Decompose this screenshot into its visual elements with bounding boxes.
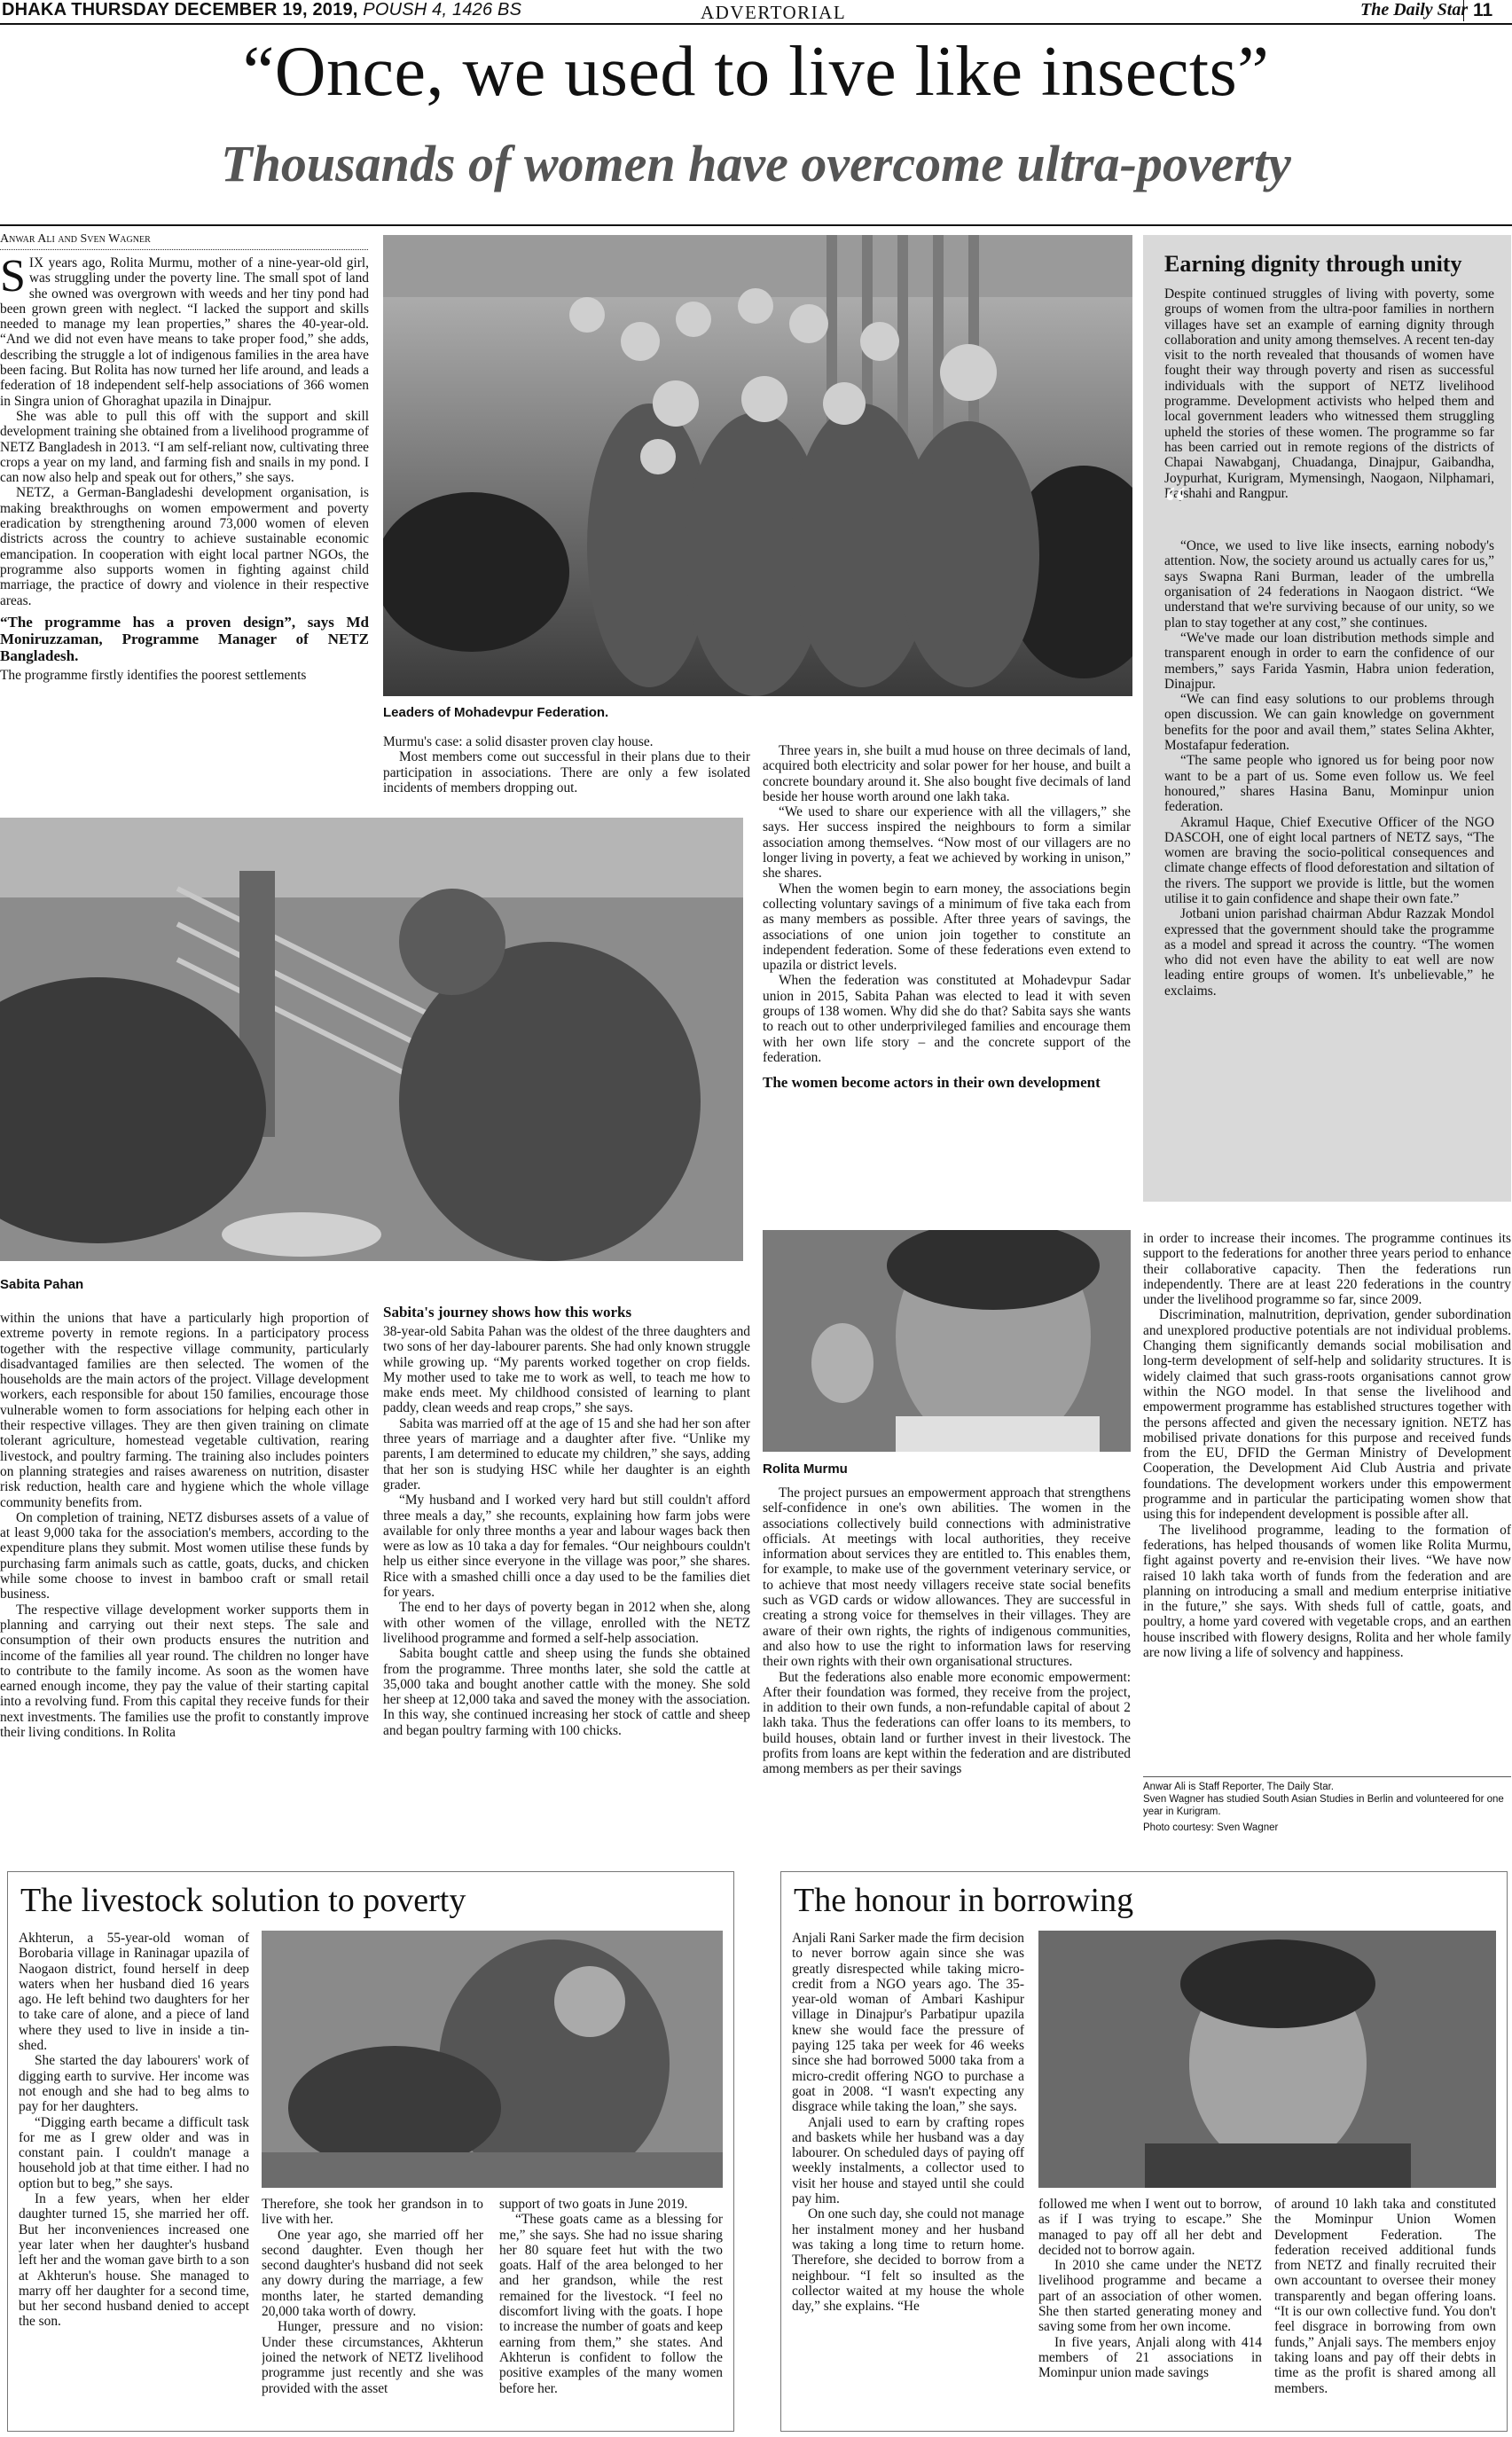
article-paragraph: On completion of training, NETZ disburses assets of a value of at least 9,000 taka for the association's members, according to the expenditure plans they submit. Most women utilise these funds by purchasing farm animals such as cattle, goats, ducks, and chicken while some choose to invest in bamboo craft or small retail business. — [0, 1509, 369, 1602]
divider — [1143, 1776, 1511, 1777]
box-paragraph: On one such day, she could not manage her instalment money and her husband was taking a long time to return home. Therefore, she decided to borrow from a neighbour. “I felt so insulted as the collector waited at my house the whole day,” she explains. “He — [792, 2206, 1024, 2315]
article-paragraph: But the federations also enable more economic empowerment: After their foundation was formed, they receive from the project, in addition to their own funds, a non-refundable capital of about 2 lakh taka. Thus the federations can offer loans to its members, to build houses, obtain land or further invest in their livestock. The profits from loans are kept within the federation and are distributed among members as per their savings — [763, 1669, 1131, 1777]
article-paragraph: The end to her days of poverty began in 2012 when she, along with other women of the village, enrolled with the NETZ livelihood programme and formed a self-help association. — [383, 1600, 750, 1646]
article-paragraph: Discrimination, malnutrition, deprivation, gender subordination and unexplored productive potentials are not individual problems. Changing them significantly demands social mobilisation and long-term development of self-help and solidarity structures. It is widely claimed that such grass-roots organisations cannot grow within the NGO model. In that sense the livelihood and empowerment programme has established structures together with the persons affected and given the necessary ignition. NETZ has mobilised private donations for this purpose and received funds from the EU, DFID the German Ministry of Development Cooperation, the Development Aid Club Austria and private foundations. The development workers under this empowerment programme and in particular the participating women show that using this for independent development is possible after all. — [1143, 1307, 1511, 1523]
article-paragraph: “We used to share our experience with all the villagers,” she says. Her success inspired the neighbours to form a similar association among themselves. “Now most of our villagers are no longer living in poverty, a feat we achieved by working in unison,” she shares. — [763, 804, 1131, 882]
article-column — [763, 743, 1131, 1195]
article-column — [383, 1304, 750, 1845]
sabita-pahan-photo — [0, 818, 743, 1261]
article-paragraph: Murmu's case: a solid disaster proven clay house. — [383, 734, 654, 749]
box-column — [1274, 2197, 1496, 2424]
credit-line: Anwar Ali is Staff Reporter, The Daily Star. — [1143, 1782, 1334, 1792]
box-column — [792, 1931, 1024, 2424]
divider — [0, 224, 1512, 226]
box-paragraph: of around 10 lakh taka and constituted the Mominpur Union Women Development Federation. The federation received additional funds from NETZ and finally recruited their own accountant to oversee their money transparently and began offering loans. “It is our own collective fund. You don't feel disgrace in borrowing from own funds,” Anjali says. The members enjoy taking loans and pay off their debts in time as the profit is shared among all members. — [1274, 2197, 1496, 2396]
article-column — [383, 734, 750, 805]
dropcap: S — [0, 255, 26, 302]
honour-box — [780, 1871, 1508, 2432]
box-title: The livestock solution to poverty — [20, 1882, 466, 1919]
box-paragraph: Anjali used to earn by crafting ropes and baskets while her husband was a day labourer. On scheduled days of paying off weekly instalments, a collector used to visit her house and stayed until she could pay him. — [792, 2114, 1024, 2207]
page-number: 11 — [1463, 0, 1492, 21]
sidebar-paragraph: “Once, we used to live like insects, earning nobody's attention. Now, the society around us actually cares for us,” says Swapna Rani Burman, leader of the umbrella organisation of 24 federations in Naogaon district. “We understand that we're surviving because of our unity, so we plan to stay together at any cost,” she continues. — [1164, 538, 1494, 631]
box-column — [262, 2197, 483, 2424]
intro-paragraph: NETZ, a German-Bangladeshi development organisation, is making breakthroughs on women empowerment and poverty eradication by strengthening around 73,000 women of eleven districts across the country to achieve sustainable economic emancipation. In cooperation with eight local partner NGOs, the programme also supports women in fighting against child marriage, the practice of dowry and violence in their respective areas. — [0, 485, 369, 608]
intro-paragraph: IX years ago, Rolita Murmu, mother of a nine-year-old girl, was struggling under the poverty line. The small spot of land she owned was overgrown with weeds and her tiny pond had been grown green with neglect. “I lacked the support and skills needed to manage my lean properties,” shares the 40-year-old. “And we did not even have means to take proper food,” she adds, describing the struggle a lot of indigenous families in the area have been facing. But Rolita has now turned her life around, and leads a federation of 18 independent self-help associations of 366 women in Singra union of Ghoraghat upazila in Dinajpur. — [0, 255, 369, 409]
box-paragraph: “These goats came as a blessing for me,” she says. She had no issue sharing her 80 square feet hut with the two goats. Half of the area belonged to her and her grandson, while the rest remained for the livestock. “I feel no discomfort living with the goats. I hope to increase the number of goats and keep earning from them,” she states. And Akhterun is confident to follow the positive examples of the many women before her. — [499, 2212, 723, 2396]
federation-group-photo — [383, 235, 1132, 696]
sidebar-paragraph: Despite continued struggles of living with poverty, some groups of women from the ultra-poor families in northern villages have set an example of earning dignity through collaboration and unity among themselves. A recent ten-day visit to the north revealed that thousands of women have fought their way through poverty and risen as successful individuals with the support of NETZ livelihood programme. Development activists who helped them and local government leaders who witnessed them struggling upheld the stories of these women. The programme so far has been carried out in remote regions of the districts of Chapai Nawabganj, Chuadanga, Dinajpur, Gaibandha, Joypurhat, Kurigram, Mymensingh, Naogaon, Nilphamari, Rajshahi and Rangpur. — [1164, 286, 1494, 501]
box-paragraph: She started the day labourers' work of digging earth to survive. Her income was not enough and she had to beg alms to pay for her daughters. — [19, 2053, 249, 2115]
article-paragraph: When the federation was constituted at Mohadevpur Sadar union in 2015, Sabita Pahan was elected to lead it with seven groups of 138 women. Why did she do that? Sabita says she wants to reach out to other underprivileged families and encourage them with her own life story – and the concrete support of the federation. — [763, 973, 1131, 1065]
box-paragraph: One year ago, she married off her second daughter. Even though her second daughter's husband did not seek any dowry during the marriage, a few months later, he started demanding 20,000 taka worth of dowry. — [262, 2227, 483, 2320]
sidebar-box — [1143, 235, 1511, 1202]
intro-paragraph: She was able to pull this off with the support and skill development training she obtained from a livelihood programme of NETZ Bangladesh in 2013. “I am self-reliant now, cultivating three crops a year on my land, and farming fish and snails in my pond. I can now also help and speak out for others,” she says. — [0, 408, 369, 486]
box-title: The honour in borrowing — [794, 1882, 1134, 1919]
livestock-box — [7, 1871, 734, 2432]
box-paragraph: Anjali Rani Sarker made the firm decision to never borrow again since she was greatly disrespected while taking micro-credit from a NGO years ago. The 35-year-old woman of Ambari Kashipur village in Dinajpur's Parbatipur upazila knew she would face the pressure of paying 125 taka per week for 46 weeks since she had borrowed 5000 taka from a micro-credit offering NGO to purchase a goat in 2008. “I wasn't expecting any disgrace while taking the loan,” she says. — [792, 1931, 1024, 2115]
article-subhead: Sabita's journey shows how this works — [383, 1304, 632, 1320]
box-paragraph: Therefore, she took her grandson in to live with her. — [262, 2197, 483, 2228]
box-paragraph: Akhterun, a 55-year-old woman of Borobaria village in Raninagar upazila of Naogaon district, found herself in deep waters when her husband died 16 years ago. He left behind two daughters for her to take care of alone, and a piece of land where they used to live in inside a tin-shed. — [19, 1931, 249, 2054]
box-paragraph: followed me when I went out to borrow, as if I was trying to escape.” She managed to pay off all her debt and decided not to borrow again. — [1038, 2197, 1262, 2258]
article-paragraph: Three years in, she built a mud house on three decimals of land, acquired both electricity and solar power for her house, and built a concrete boundary around it. She also bought five decimals of land beside her house worth around one lakh taka. — [763, 743, 1131, 804]
box-paragraph: Hunger, pressure and no vision: Under these circumstances, Akhterun joined the network of NETZ livelihood programme just recently and she was provided with the asset — [262, 2319, 483, 2396]
sidebar-paragraph: “We can find easy solutions to our problems through open discussion. We can gain knowledge on government benefits for the poor and avail them,” states Selina Akhter, Mostafapur federation. — [1164, 692, 1494, 754]
masthead — [0, 0, 1512, 25]
box-column — [1038, 2197, 1262, 2424]
author-credits — [1143, 1781, 1511, 1834]
sidebar-body — [1164, 286, 1494, 1191]
quote-mark-icon: “ — [1164, 477, 1187, 533]
intro-subhead: “The programme has a proven design”, says Md Moniruzzaman, Programme Manager of NETZ Bangladesh. — [0, 613, 369, 664]
sidebar-paragraph: “We've made our loan distribution methods simple and transparent enough in order to earn the confidence of our members,” says Farida Yasmin, Habra union federation, Dinajpur. — [1164, 630, 1494, 692]
box-paragraph: support of two goats in June 2019. — [499, 2197, 688, 2212]
article-paragraph: “My husband and I worked very hard but still couldn't afford three meals a day,” she recounts, explaining how farm jobs were available for only three months a year and labour wages back then were as low as 10 taka a day for females. “Our neighbours couldn't help us either since everyone in the village was poor,” she shares. Rice with a smashed chilli once a day used to be the families diet for years. — [383, 1493, 750, 1601]
headline: “Once, we used to live like insects” — [242, 33, 1270, 111]
article-subhead: The women become actors in their own development — [763, 1074, 1101, 1092]
akhterun-goat-photo — [262, 1931, 723, 2188]
article-paragraph: The project pursues an empowerment approach that strengthens self-confidence in one's own abilities. The women in the associations collectively build connections with administrative officials. At meetings with local authorities, they receive information about services they are entitled to. This enables them, for example, to make use of the government veterinary service, or to achieve that most needy villagers receive state social benefits such as VGD cards or widow allowances. They are successful in creating a strong voice for themselves in their villages. They are aware of their own rights, the rights of indigenous communities, and also how to use the right to information laws for reserving their own rights with their own organisational structures. — [763, 1485, 1131, 1670]
box-column — [499, 2197, 723, 2424]
dateline: DHAKA THURSDAY DECEMBER 19, 2019, POUSH 4, 1426 BS — [2, 0, 522, 20]
article-column — [1143, 1231, 1511, 1772]
rolita-murmu-photo — [763, 1230, 1131, 1452]
article-paragraph: Sabita was married off at the age of 15 and she had her son after three years of marriage and a daughter after five. “Unlike my parents, I am determined to educate my children,” she says, adding that her son is studying HSC while her daughter is an eighth grader. — [383, 1415, 750, 1493]
intro-paragraph: The programme firstly identifies the poorest settlements — [0, 667, 307, 683]
article-paragraph: within the unions that have a particularly high proportion of extreme poverty in remote regions. In a participatory process together with the respective village community, particularly disadvantaged families are then selected. The women of the households are the main actors of the project. Village development workers, each responsible for about 150 families, encourage those vulnerable women to form associations for helping each other in their respective villages. They are then given training on climate tolerant agriculture, homestead vegetable cultivation, rearing livestock, and poultry farming. The training also includes pointers on planning strategies and raises awareness on nutrition, disaster risk reduction, health care and hygiene which the whole village community benefits from. — [0, 1311, 369, 1510]
article-paragraph: 38-year-old Sabita Pahan was the oldest of the three daughters and two sons of her day-labourer parents. She had only known struggle while growing up. “My parents worked together on crop fields. My mother used to take me to work as well, to teach me how to make ends meet. My childhood consisted of learning to plant paddy, clean weeds and reap crops,” she says. — [383, 1324, 750, 1416]
article-paragraph: in order to increase their incomes. The programme continues its support to the federations for another three years period to enhance their collaborative capacity. Then the federations run independently. There are at least 220 federations in the country under the livelihood programme so far, since 2009. — [1143, 1231, 1511, 1308]
bangla-date: POUSH 4, 1426 BS — [363, 0, 522, 20]
box-paragraph: In five years, Anjali along with 414 members of 21 associations in Mominpur union made savings — [1038, 2334, 1262, 2381]
intro-column — [0, 255, 369, 798]
photo-credit: Photo courtesy: Sven Wagner — [1143, 1822, 1279, 1833]
article-paragraph: Most members come out successful in their plans due to their participation in associations. There are only a few isolated incidents of members dropping out. — [383, 749, 750, 795]
box-column — [19, 1931, 249, 2424]
sidebar-paragraph: “The same people who ignored us for being poor now want to be a part of us. Some even follow us. We feel honoured,” shares Hasina Banu, Mominpur union federation. — [1164, 753, 1494, 815]
article-column — [0, 1311, 369, 1845]
article-paragraph: The livelihood programme, leading to the formation of federations, has helped thousands of women like Rolita Murmu, fight against poverty and re-envision their lives. “We have now raised 10 lakh taka worth of funds from the federation and are planning on introducing a small and medium enterprise initiative in the future,” she says. With sheds full of cattle, goats, and poultry, a home yard covered with vegetable crops, and an earthen house inscribed with flowery designs, Rolita and her whole family are now living a life of solvency and happiness. — [1143, 1522, 1511, 1661]
sidebar-paragraph: Akramul Haque, Chief Executive Officer of the NGO DASCOH, one of eight local partners of NETZ says, “The women are braving the socio-political consequences and climate change effects of flood deforestation and siltation of the rivers. The support we provide is little, but the women utilise it to gain confidence and shape their own fate.” — [1164, 814, 1494, 906]
article-paragraph: When the women begin to earn money, the associations begin collecting voluntary savings of a minimum of five taka each from as many members as possible. After three years of savings, the associations of one union join together to constitute an independent federation. Some of these federations even extend to upazila or district levels. — [763, 881, 1131, 974]
box-paragraph: In a few years, when her elder daughter turned 15, she married her off. But her inconveniences increased one year later when her daughter's husband left her and the woman gave birth to a son at Akhterun's house. She managed to marry off her daughter for a second time, but her second husband denied to accept the son. — [19, 2191, 249, 2330]
sidebar-title: Earning dignity through unity — [1164, 251, 1462, 277]
photo-caption: Leaders of Mohadevpur Federation. — [383, 705, 609, 720]
article-column — [763, 1485, 1131, 1845]
subheadline: Thousands of women have overcome ultra-poverty — [221, 135, 1291, 192]
byline: Anwar Ali and Sven Wagner — [0, 232, 368, 250]
box-paragraph: “Digging earth became a difficult task for me as I grew older and was in constant pain. I couldn't manage a household job at that time either. I had no option but to beg,” she says. — [19, 2114, 249, 2191]
article-paragraph: Sabita bought cattle and sheep using the funds she obtained from the programme. Three months later, she sold the cattle at 35,000 taka and bought another cattle with the money. She sold her sheep at 12,000 taka and saved the money with the association. In this way, she continued increasing her stock of cattle and sheep and began poultry farming with 100 chicks. — [383, 1646, 750, 1738]
article-paragraph: The respective village development worker supports them in planning and carrying out their next steps. The sale and consumption of their own products ensures the nutrition and income of the families all year round. The children no longer have to contribute to the family income. As soon as the women have earned enough income, they pay the value of their starting capital into a revolving fund. From this capital they receive funds for their next investments. The families use the profit to constantly improve their living conditions. In Rolita — [0, 1602, 369, 1741]
section-label: ADVERTORIAL — [701, 2, 847, 23]
box-paragraph: In 2010 she came under the NETZ livelihood programme and became a part of an association of other women. She then started generating money and saving some from her own income. — [1038, 2258, 1262, 2335]
brand-logo: The Daily Star — [1360, 0, 1469, 20]
photo-caption: Sabita Pahan — [0, 1277, 84, 1292]
anjali-portrait-photo — [1038, 1931, 1496, 2188]
credit-line: Sven Wagner has studied South Asian Studies in Berlin and volunteered for one year in Kurigram. — [1143, 1794, 1504, 1817]
photo-caption: Rolita Murmu — [763, 1461, 848, 1477]
sidebar-paragraph: Jotbani union parishad chairman Abdur Razzak Mondol expressed that the government should take the programme as a model and spread it across the country. “The women who did not even have the ability to eat well are now leading entire groups of women. It's unbelievable,” he exclaims. — [1164, 906, 1494, 999]
